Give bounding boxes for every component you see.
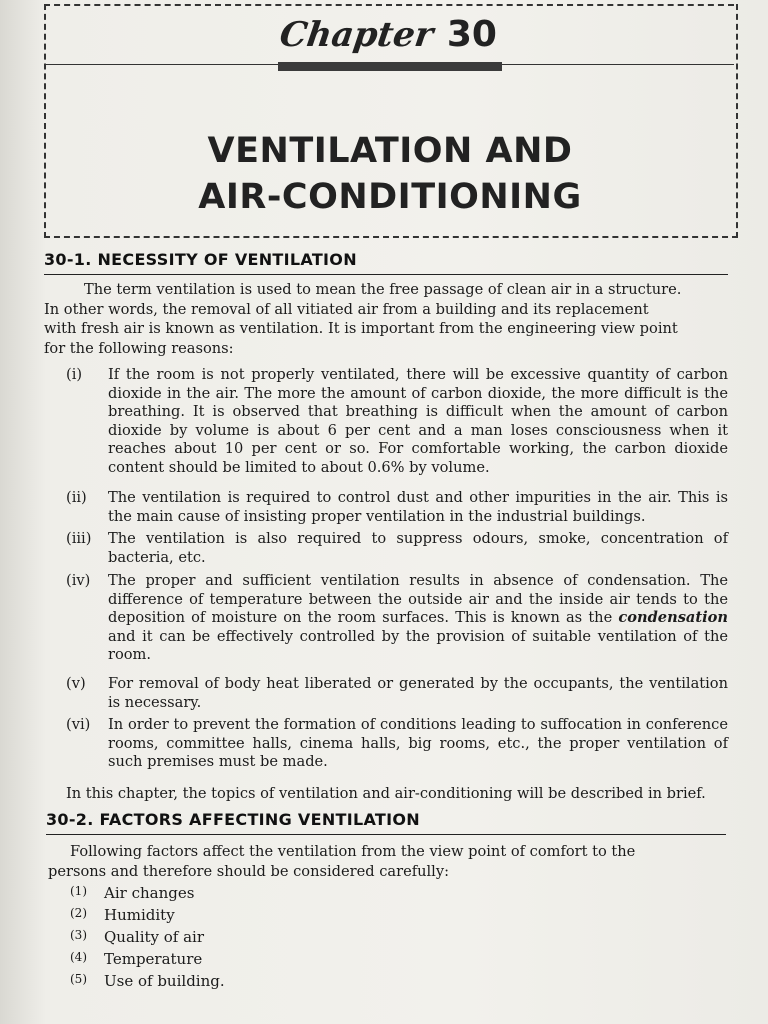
factor-label: Use of building. (104, 972, 225, 990)
list-item-text: The ventilation is also required to suppress odours, smoke, concentration of bacteria, etc. (108, 530, 728, 566)
chapter-title-line-1: VENTILATION AND (207, 131, 573, 171)
factor-number: (2) (70, 906, 87, 920)
factors-list (70, 884, 270, 994)
section-1-closing (66, 784, 730, 804)
factor-label: Humidity (104, 906, 175, 924)
list-item-marker: (v) (66, 675, 86, 692)
list-item-text-part: and it can be effectively controlled by the provision of suitable ventilation of the room. (108, 627, 728, 664)
factor-label: Quality of air (104, 928, 205, 946)
chapter-word: Chapter (277, 15, 436, 55)
section-2-rule (46, 834, 726, 835)
list-item (66, 716, 730, 776)
section-1-intro (44, 280, 730, 358)
list-item (66, 675, 730, 715)
list-item (70, 950, 270, 972)
factor-number: (4) (70, 950, 87, 964)
condensation-term: condensation (618, 609, 728, 627)
list-item (70, 972, 270, 994)
chapter-number: 30 (446, 14, 497, 55)
list-item-text (108, 572, 728, 665)
list-item-marker: (ii) (66, 489, 87, 506)
list-item-text-part: The proper and sufficient ventilation results in absence of condensation. The difference of temperature between the outside air and the inside air tends to the deposition of moisture on the room surfaces. This is known as the (108, 572, 728, 627)
intro-line-1: The term ventilation is used to mean the free passage of clean air in a structure. (84, 281, 682, 298)
section-2-intro (48, 842, 730, 881)
closing-line: In this chapter, the topics of ventilation and air-conditioning will be described in brief. (66, 785, 706, 802)
chapter-label (277, 14, 510, 64)
factor-label: Temperature (104, 950, 203, 968)
section-2-intro-line-2: persons and therefore should be considered carefully: (48, 862, 450, 880)
list-item (70, 884, 270, 906)
section-1-rule (44, 274, 728, 275)
list-item-marker: (i) (66, 366, 83, 383)
list-item-text: If the room is not properly ventilated, there will be excessive quantity of carbon dioxide in the air. The more the amount of carbon dioxide, the more difficult is the breathing. It is observed that breathing is difficult when the amount of carbon dioxide by volume is about 6 per cent and a man loses consciousness when it reaches about 10 per cent or so. For comfortable working, the carbon dioxide content should be limited to about 0.6% by volume. (108, 366, 728, 476)
list-item-marker: (vi) (66, 716, 91, 733)
list-item-marker: (iii) (66, 530, 92, 547)
factor-label: Air changes (104, 884, 195, 902)
section-2-intro-line-1: Following factors affect the ventilation from the view point of comfort to the (70, 843, 636, 860)
factor-number: (5) (70, 972, 87, 986)
list-item-text: In order to prevent the formation of conditions leading to suffocation in conference rooms, committee halls, cinema halls, big rooms, etc., the proper ventilation of such premises must be made. (108, 716, 728, 771)
factor-number: (3) (70, 928, 87, 942)
chapter-title (150, 128, 630, 228)
intro-line-2: In other words, the removal of all vitiated air from a building and its replacement (44, 300, 649, 318)
list-item (70, 906, 270, 928)
intro-line-3: with fresh air is known as ventilation. It is important from the engineering view point (44, 320, 678, 337)
list-item-text: For removal of body heat liberated or generated by the occupants, the ventilation is necessary. (108, 675, 728, 711)
section-1-heading: 30-1. NECESSITY OF VENTILATION (44, 250, 357, 269)
list-item (66, 366, 730, 486)
list-item (70, 928, 270, 950)
list-item (66, 530, 730, 570)
list-item-text: The ventilation is required to control dust and other impurities in the air. This is the main cause of insisting proper ventilation in the industrial buildings. (108, 489, 728, 525)
chapter-title-line-2: AIR-CONDITIONING (198, 177, 582, 217)
list-item-marker: (iv) (66, 572, 91, 589)
intro-line-4: for the following reasons: (44, 339, 234, 357)
section-2-heading: 30-2. FACTORS AFFECTING VENTILATION (46, 810, 420, 829)
list-item (66, 489, 730, 529)
list-item (66, 572, 730, 668)
chapter-rule-bar (278, 62, 502, 71)
factor-number: (1) (70, 884, 87, 898)
